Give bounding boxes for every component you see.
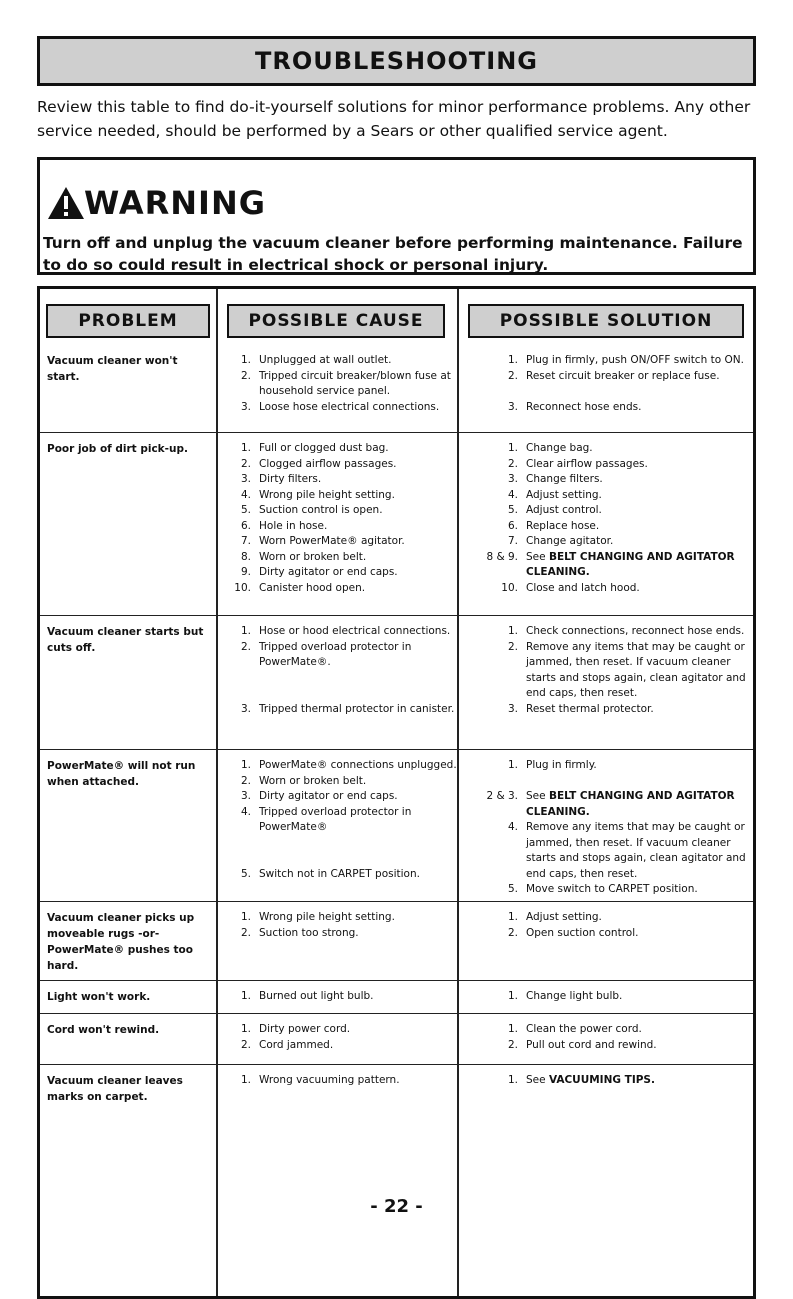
problem-text: Vacuum cleaner leaves marks on carpet. — [47, 1075, 183, 1103]
cause-item — [226, 472, 458, 488]
cause-number: 7. — [240, 535, 251, 547]
solution-item — [480, 910, 760, 926]
solution-text: Close and latch hood. — [526, 581, 640, 594]
cause-number: 1. — [240, 442, 251, 454]
solution-number: 1. — [507, 354, 518, 366]
cause-text: Tripped overload protector in PowerMate® — [259, 805, 412, 833]
warning-box — [37, 157, 756, 275]
solution-text: Move switch to CARPET position. — [526, 883, 698, 895]
cause-list — [226, 758, 458, 882]
solution-text: See BELT CHANGING AND AGITATOR CLEANING. — [526, 550, 735, 578]
solution-list — [480, 353, 760, 415]
solution-text: Adjust setting. — [526, 488, 602, 501]
problem-text: Vacuum cleaner won't start. — [47, 355, 178, 383]
solution-item — [480, 774, 760, 790]
cause-item — [226, 640, 458, 671]
solution-number: 1. — [507, 911, 518, 923]
cause-item — [226, 836, 458, 852]
solution-text: Plug in firmly, push ON/OFF switch to ON. — [526, 354, 744, 366]
cause-text: Dirty filters. — [259, 473, 322, 485]
cause-text: Dirty power cord. — [259, 1023, 351, 1035]
cause-item — [226, 851, 458, 867]
solution-number — [480, 774, 526, 790]
cause-text: Worn or broken belt. — [259, 550, 367, 563]
table-row — [40, 749, 753, 902]
solution-item — [480, 989, 760, 1005]
cause-item — [226, 686, 458, 702]
cause-list — [226, 353, 458, 415]
header-problem: PROBLEM — [46, 304, 210, 338]
cause-text: Switch not in CARPET position. — [259, 867, 420, 880]
solution-list — [480, 758, 760, 898]
cause-item — [226, 926, 458, 942]
cause-text: Wrong pile height setting. — [259, 488, 395, 501]
cause-text: Tripped overload protector in PowerMate®. — [259, 640, 412, 668]
cause-item — [226, 400, 458, 416]
table-row — [40, 615, 753, 750]
solution-item — [480, 789, 760, 820]
cause-list — [226, 1022, 458, 1053]
cause-text: Tripped thermal protector in canister. — [259, 702, 455, 715]
cause-item — [226, 519, 458, 535]
solution-text: Check connections, reconnect hose ends. — [526, 625, 745, 637]
cause-text — [259, 686, 458, 702]
solution-item — [480, 503, 760, 519]
cause-number — [226, 851, 259, 867]
solution-item — [480, 384, 760, 400]
table-row — [40, 1064, 753, 1103]
cause-item — [226, 1073, 458, 1089]
solution-text: Replace hose. — [526, 519, 600, 532]
cause-text — [259, 671, 458, 687]
solution-list — [480, 910, 760, 941]
solution-text: Remove any items that may be caught or jammed, then reset. If vacuum cleaner starts and stops again, clean agitator and end caps, then reset. — [526, 821, 746, 880]
warning-text: Turn off and unplug the vacuum cleaner before performing maintenance. Failure to do so could result in electrical shock or personal injury. — [43, 234, 743, 274]
cause-text: Unplugged at wall outlet. — [259, 354, 392, 366]
cause-number: 3. — [240, 400, 251, 413]
solution-text: Change agitator. — [526, 535, 614, 547]
cause-item — [226, 758, 458, 774]
solution-list — [480, 1073, 760, 1089]
cause-number: 9. — [240, 566, 251, 578]
header-possible-solution: POSSIBLE SOLUTION — [468, 304, 744, 338]
cause-number: 6. — [240, 519, 251, 532]
cause-text: Canister hood open. — [259, 581, 366, 594]
cause-text: Wrong pile height setting. — [259, 911, 395, 923]
cause-item — [226, 457, 458, 473]
cause-number: 1. — [240, 1023, 251, 1035]
solution-number: 8 & 9. — [486, 550, 518, 563]
solution-item — [480, 926, 760, 942]
solution-text: Reconnect hose ends. — [526, 400, 642, 413]
solution-number: 4. — [507, 821, 518, 833]
solution-item — [480, 1038, 760, 1054]
solution-number: 1. — [507, 625, 518, 637]
page-title: TROUBLESHOOTING — [255, 47, 538, 75]
solution-text: Open suction control. — [526, 926, 639, 939]
cause-item — [226, 774, 458, 790]
cause-list — [226, 441, 458, 596]
cause-item — [226, 910, 458, 926]
solution-number: 1. — [507, 442, 518, 454]
cause-text: Full or clogged dust bag. — [259, 442, 389, 454]
solution-text — [526, 384, 760, 400]
cause-item — [226, 441, 458, 457]
cause-number — [226, 686, 259, 702]
solution-number: 2 & 3. — [486, 790, 518, 802]
solution-list — [480, 1022, 760, 1053]
solution-text: Plug in firmly. — [526, 759, 597, 771]
solution-item — [480, 519, 760, 535]
table-row — [40, 980, 753, 1014]
solution-number: 1. — [507, 1074, 518, 1086]
solution-item — [480, 400, 760, 416]
problem-text: Cord won't rewind. — [47, 1024, 160, 1036]
solution-item — [480, 640, 760, 702]
solution-text: Adjust control. — [526, 504, 602, 516]
cause-text: Dirty agitator or end caps. — [259, 790, 398, 802]
cause-text — [259, 836, 458, 852]
problem-text: Vacuum cleaner starts but cuts off. — [47, 626, 204, 654]
cause-text — [259, 851, 458, 867]
solution-text — [526, 774, 760, 790]
solution-item — [480, 820, 760, 882]
cause-number: 4. — [240, 805, 251, 818]
solution-text: Clear airflow passages. — [526, 457, 648, 470]
cause-number: 1. — [240, 1074, 251, 1086]
cause-text: Suction too strong. — [259, 926, 359, 939]
page-number: - 22 - — [370, 1196, 423, 1217]
cause-number: 5. — [240, 867, 251, 880]
solution-text: Adjust setting. — [526, 911, 602, 923]
solution-list — [480, 441, 760, 596]
table-row — [40, 432, 753, 616]
cause-number: 3. — [240, 790, 251, 802]
cause-number: 2. — [240, 926, 251, 939]
solution-text: Pull out cord and rewind. — [526, 1038, 657, 1051]
cause-text: Worn or broken belt. — [259, 774, 367, 787]
cause-item — [226, 488, 458, 504]
cause-item — [226, 1038, 458, 1054]
cause-list — [226, 989, 458, 1005]
solution-item — [480, 1022, 760, 1038]
solution-number: 5. — [507, 504, 518, 516]
solution-text: See BELT CHANGING AND AGITATOR CLEANING. — [526, 790, 735, 818]
solution-item — [480, 1073, 760, 1089]
solution-number: 1. — [507, 1023, 518, 1035]
solution-item — [480, 353, 760, 369]
solution-item — [480, 758, 760, 774]
solution-item — [480, 624, 760, 640]
cause-number — [226, 671, 259, 687]
solution-text: Reset circuit breaker or replace fuse. — [526, 369, 720, 382]
table-row — [40, 901, 753, 981]
cause-item — [226, 867, 458, 883]
cause-item — [226, 550, 458, 566]
solution-item — [480, 534, 760, 550]
warning-triangle-icon — [46, 185, 86, 221]
solution-item — [480, 457, 760, 473]
cause-text: PowerMate® connections unplugged. — [259, 759, 457, 771]
table-row — [40, 1013, 753, 1065]
solution-item — [480, 702, 760, 718]
warning-heading — [46, 184, 266, 222]
solution-number: 2. — [507, 640, 518, 653]
cause-item — [226, 369, 458, 400]
intro-text: Review this table to find do-it-yourself solutions for minor performance problems. Any other service needed, should be performed by a Sears or other qualified service agent. — [37, 98, 751, 140]
cause-number — [226, 836, 259, 852]
solution-number: 1. — [507, 759, 518, 771]
cause-number: 2. — [240, 457, 251, 470]
problem-text: Vacuum cleaner picks up moveable rugs -or- PowerMate® pushes too hard. — [47, 912, 195, 972]
cause-item — [226, 353, 458, 369]
cause-text: Tripped circuit breaker/blown fuse at household service panel. — [259, 369, 451, 397]
solution-item — [480, 882, 760, 898]
solution-number: 3. — [507, 400, 518, 413]
troubleshooting-table — [37, 286, 756, 1299]
solution-number: 3. — [507, 473, 518, 485]
solution-number: 3. — [507, 702, 518, 715]
solution-number: 2. — [507, 926, 518, 939]
cause-number: 2. — [240, 640, 251, 653]
cause-text: Wrong vacuuming pattern. — [259, 1074, 400, 1086]
cause-number: 4. — [240, 488, 251, 501]
cause-list — [226, 624, 458, 717]
solution-number: 2. — [507, 457, 518, 470]
solution-number: 2. — [507, 1038, 518, 1051]
solution-item — [480, 472, 760, 488]
solution-text: Clean the power cord. — [526, 1023, 642, 1035]
cause-number: 10. — [234, 581, 251, 594]
solution-number — [480, 384, 526, 400]
solution-item — [480, 581, 760, 597]
problem-text: Poor job of dirt pick-up. — [47, 443, 189, 455]
cause-number: 2. — [240, 774, 251, 787]
cause-text: Hose or hood electrical connections. — [259, 625, 451, 637]
header-possible-cause: POSSIBLE CAUSE — [227, 304, 445, 338]
problem-text: Light won't work. — [47, 991, 151, 1003]
cause-item — [226, 1022, 458, 1038]
solution-number: 10. — [501, 581, 518, 594]
solution-list — [480, 989, 760, 1005]
solution-text: Change filters. — [526, 473, 603, 485]
cause-list — [226, 910, 458, 941]
title-bar — [37, 36, 756, 86]
solution-number: 4. — [507, 488, 518, 501]
problem-text: PowerMate® will not run when attached. — [47, 760, 196, 788]
solution-list — [480, 624, 760, 717]
cause-number: 3. — [240, 473, 251, 485]
cause-text: Burned out light bulb. — [259, 990, 374, 1002]
solution-item — [480, 550, 760, 581]
solution-text: Change light bulb. — [526, 990, 623, 1002]
solution-item — [480, 369, 760, 385]
cause-number: 1. — [240, 759, 251, 771]
cause-text: Worn PowerMate® agitator. — [259, 535, 405, 547]
cause-item — [226, 989, 458, 1005]
cause-number: 5. — [240, 504, 251, 516]
cause-item — [226, 805, 458, 836]
solution-text: Change bag. — [526, 442, 593, 454]
solution-text: Reset thermal protector. — [526, 702, 654, 715]
cause-item — [226, 581, 458, 597]
solution-number: 2. — [507, 369, 518, 382]
cause-number: 1. — [240, 625, 251, 637]
cause-item — [226, 565, 458, 581]
cause-number: 3. — [240, 702, 251, 715]
cause-list — [226, 1073, 458, 1089]
solution-number: 1. — [507, 990, 518, 1002]
solution-item — [480, 488, 760, 504]
cause-text: Dirty agitator or end caps. — [259, 566, 398, 578]
cause-text: Clogged airflow passages. — [259, 457, 397, 470]
cause-text: Loose hose electrical connections. — [259, 400, 440, 413]
cause-item — [226, 624, 458, 640]
cause-number: 8. — [240, 550, 251, 563]
cause-number: 1. — [240, 911, 251, 923]
solution-text: Remove any items that may be caught or jammed, then reset. If vacuum cleaner starts and stops again, clean agitator and end caps, then reset. — [526, 640, 746, 699]
cause-item — [226, 671, 458, 687]
cause-text: Suction control is open. — [259, 504, 383, 516]
cause-item — [226, 789, 458, 805]
cause-item — [226, 534, 458, 550]
solution-number: 7. — [507, 535, 518, 547]
cause-text: Hole in hose. — [259, 519, 328, 532]
table-row — [40, 344, 753, 433]
warning-label: WARNING — [84, 184, 266, 222]
cause-number: 2. — [240, 369, 251, 382]
solution-number: 6. — [507, 519, 518, 532]
cause-text: Cord jammed. — [259, 1038, 334, 1051]
cause-number: 1. — [240, 990, 251, 1002]
cause-number: 2. — [240, 1038, 251, 1051]
cause-number: 1. — [240, 354, 251, 366]
cause-item — [226, 702, 458, 718]
solution-text: See VACUUMING TIPS. — [526, 1074, 655, 1086]
solution-item — [480, 441, 760, 457]
cause-item — [226, 503, 458, 519]
solution-number: 5. — [507, 883, 518, 895]
